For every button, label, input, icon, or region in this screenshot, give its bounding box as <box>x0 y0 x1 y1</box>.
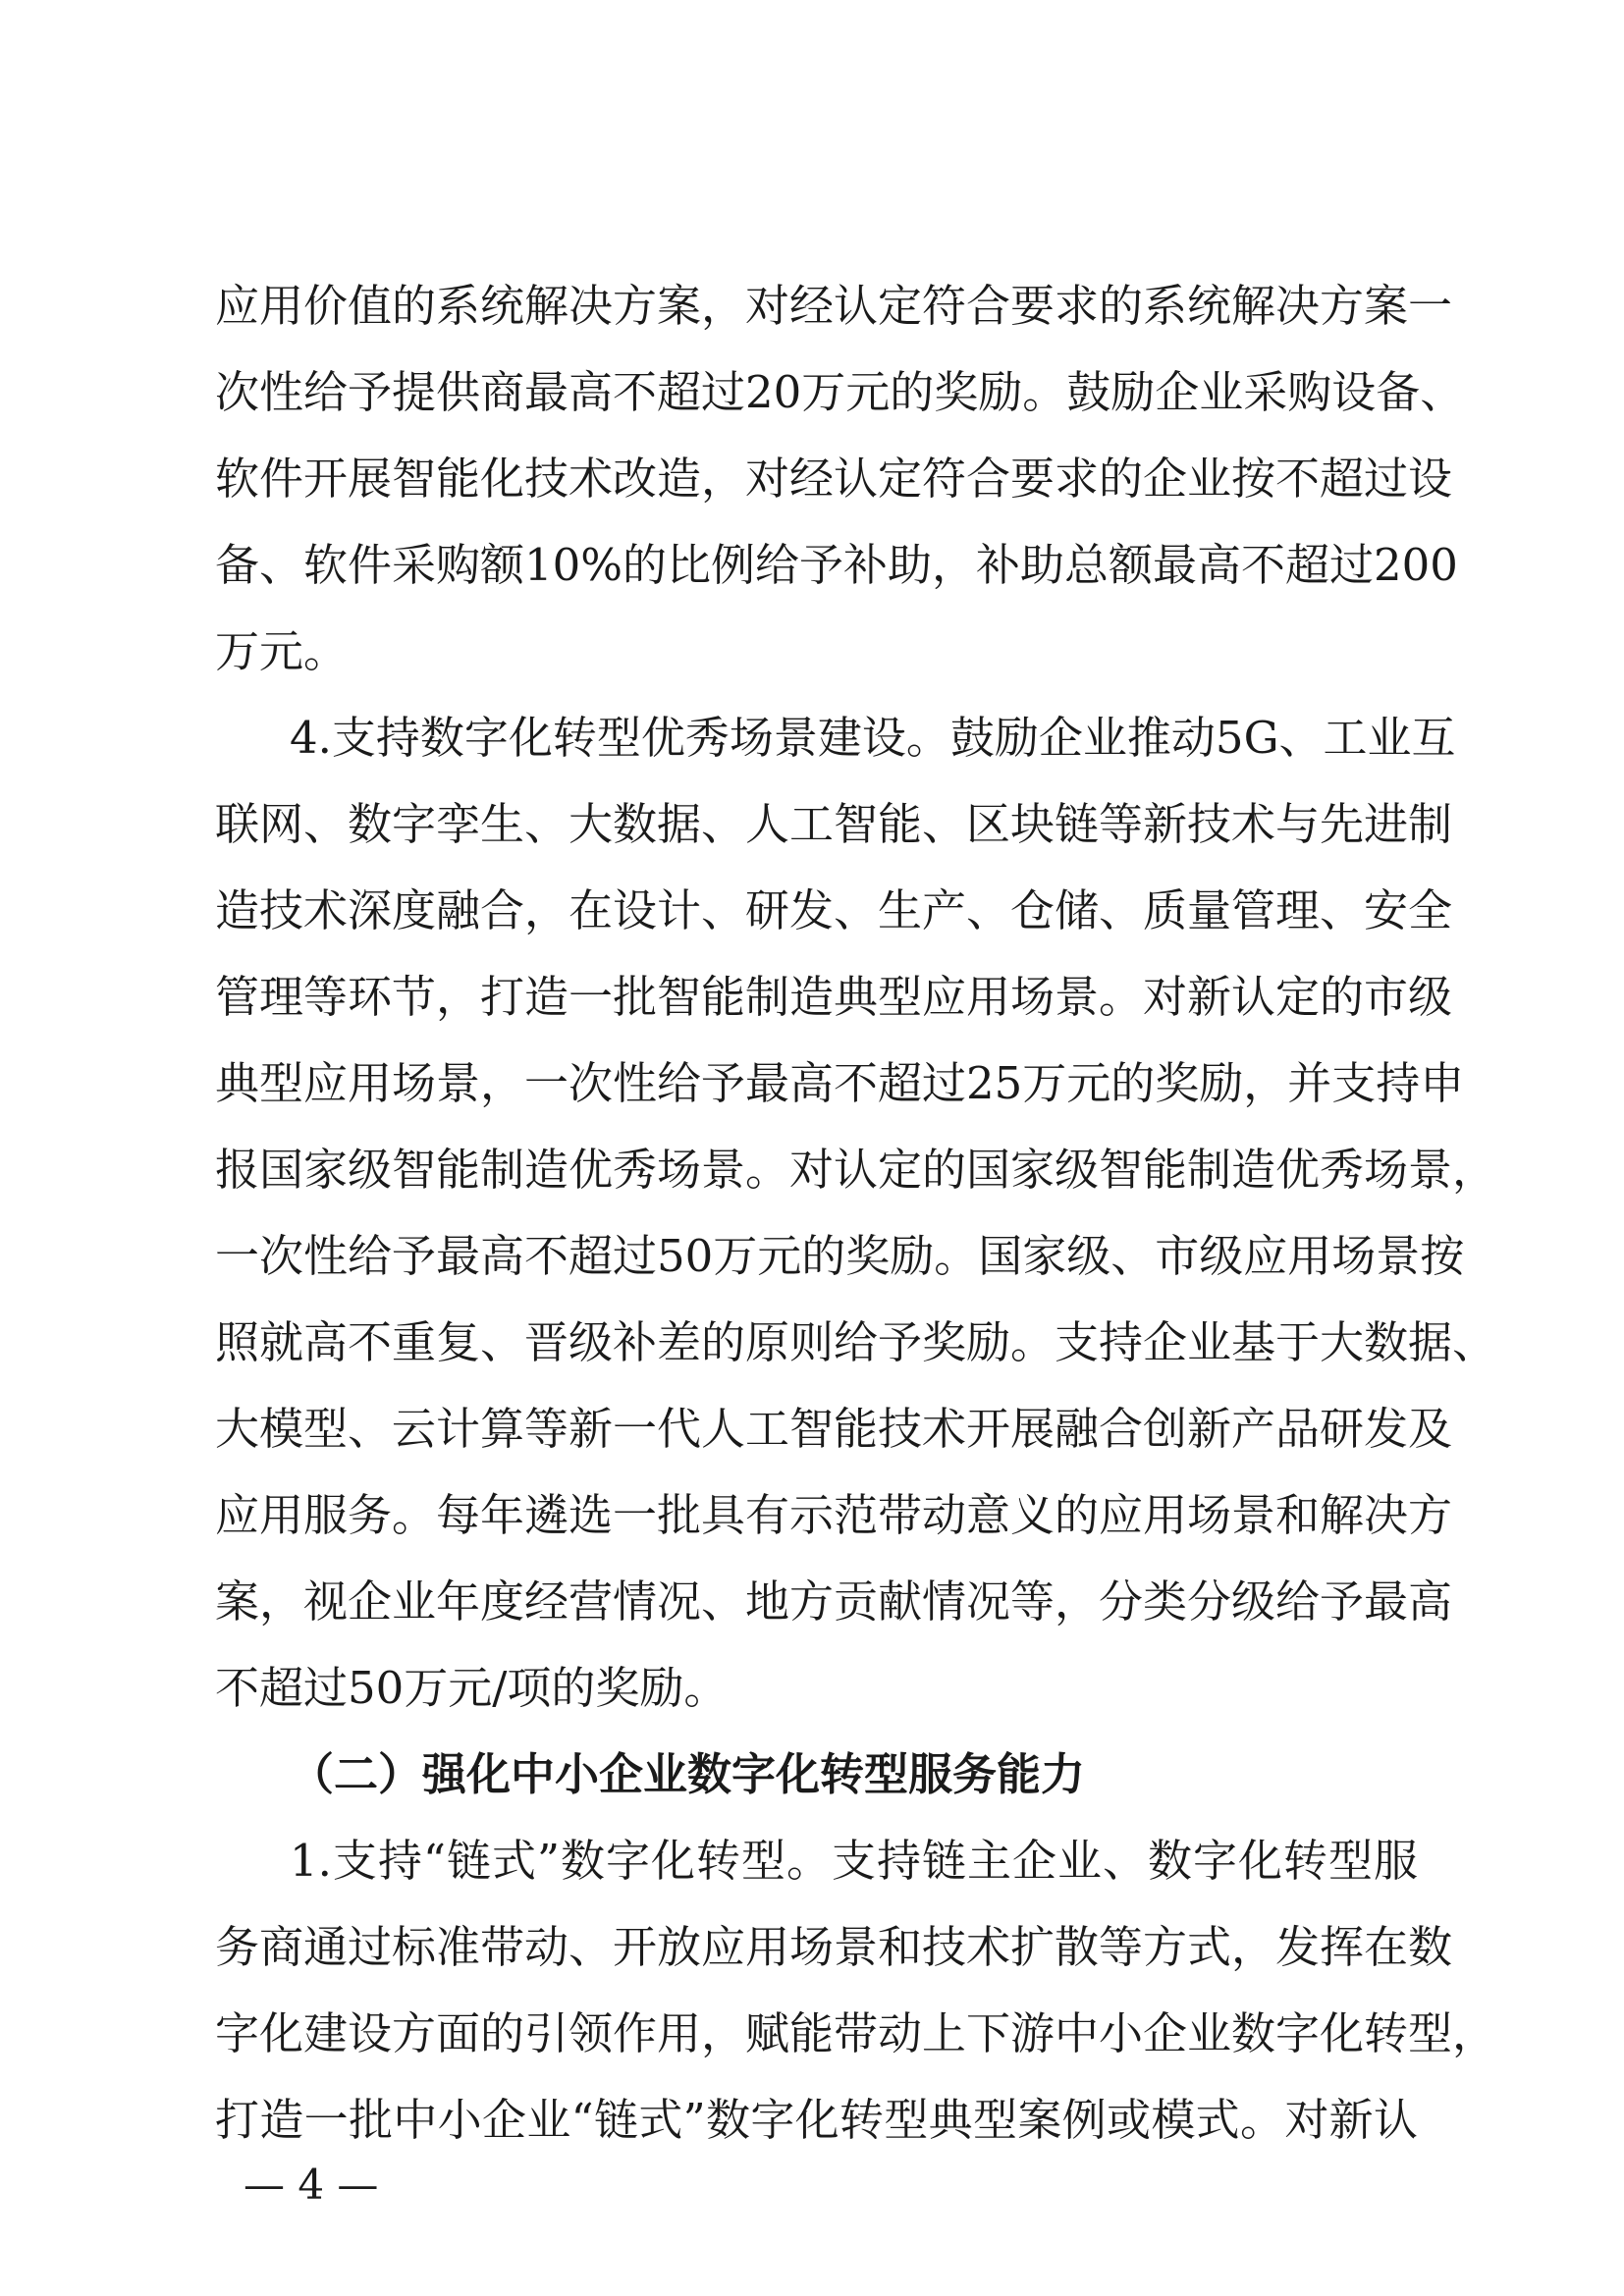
page-number: — 4 — <box>244 2161 379 2209</box>
body-line-15: 应用服务。每年遴选一批具有示范带动意义的应用场景和解决方 <box>215 1489 1453 1541</box>
body-line-12: 一次性给予最高不超过50万元的奖励。国家级、市级应用场景按 <box>215 1230 1465 1282</box>
body-line-11: 报国家级智能制造优秀场景。对认定的国家级智能制造优秀场景， <box>215 1144 1497 1196</box>
body-line-4: 备、软件采购额10%的比例给予补助，补助总额最高不超过200 <box>215 539 1458 591</box>
body-line-19: 1.支持“链式”数字化转型。支持链主企业、数字化转型服 <box>290 1835 1418 1887</box>
body-line-9: 管理等环节，打造一批智能制造典型应用场景。对新认定的市级 <box>215 971 1453 1023</box>
body-line-8: 造技术深度融合，在设计、研发、生产、仓储、质量管理、安全 <box>215 884 1453 936</box>
body-line-17: 不超过50万元/项的奖励。 <box>215 1662 729 1714</box>
body-line-10: 典型应用场景，一次性给予最高不超过25万元的奖励，并支持申 <box>215 1057 1465 1109</box>
body-line-6: 4.支持数字化转型优秀场景建设。鼓励企业推动5G、工业互 <box>290 712 1456 764</box>
body-line-21: 字化建设方面的引领作用，赋能带动上下游中小企业数字化转型， <box>215 2007 1497 2059</box>
body-line-14: 大模型、云计算等新一代人工智能技术开展融合创新产品研发及 <box>215 1403 1453 1455</box>
body-line-7: 联网、数字孪生、大数据、人工智能、区块链等新技术与先进制 <box>215 798 1453 850</box>
body-line-5: 万元。 <box>215 625 349 677</box>
body-line-1: 应用价值的系统解决方案，对经认定符合要求的系统解决方案一 <box>215 280 1453 332</box>
section-heading: （二）强化中小企业数字化转型服务能力 <box>290 1748 1086 1800</box>
body-line-2: 次性给予提供商最高不超过20万元的奖励。鼓励企业采购设备、 <box>215 366 1465 418</box>
body-line-3: 软件开展智能化技术改造，对经认定符合要求的企业按不超过设 <box>215 453 1453 505</box>
body-line-22: 打造一批中小企业“链式”数字化转型典型案例或模式。对新认 <box>215 2094 1418 2146</box>
body-line-16: 案，视企业年度经营情况、地方贡献情况等，分类分级给予最高 <box>215 1575 1453 1628</box>
body-line-13: 照就高不重复、晋级补差的原则给予奖励。支持企业基于大数据、 <box>215 1316 1497 1368</box>
body-line-20: 务商通过标准带动、开放应用场景和技术扩散等方式，发挥在数 <box>215 1921 1453 1973</box>
